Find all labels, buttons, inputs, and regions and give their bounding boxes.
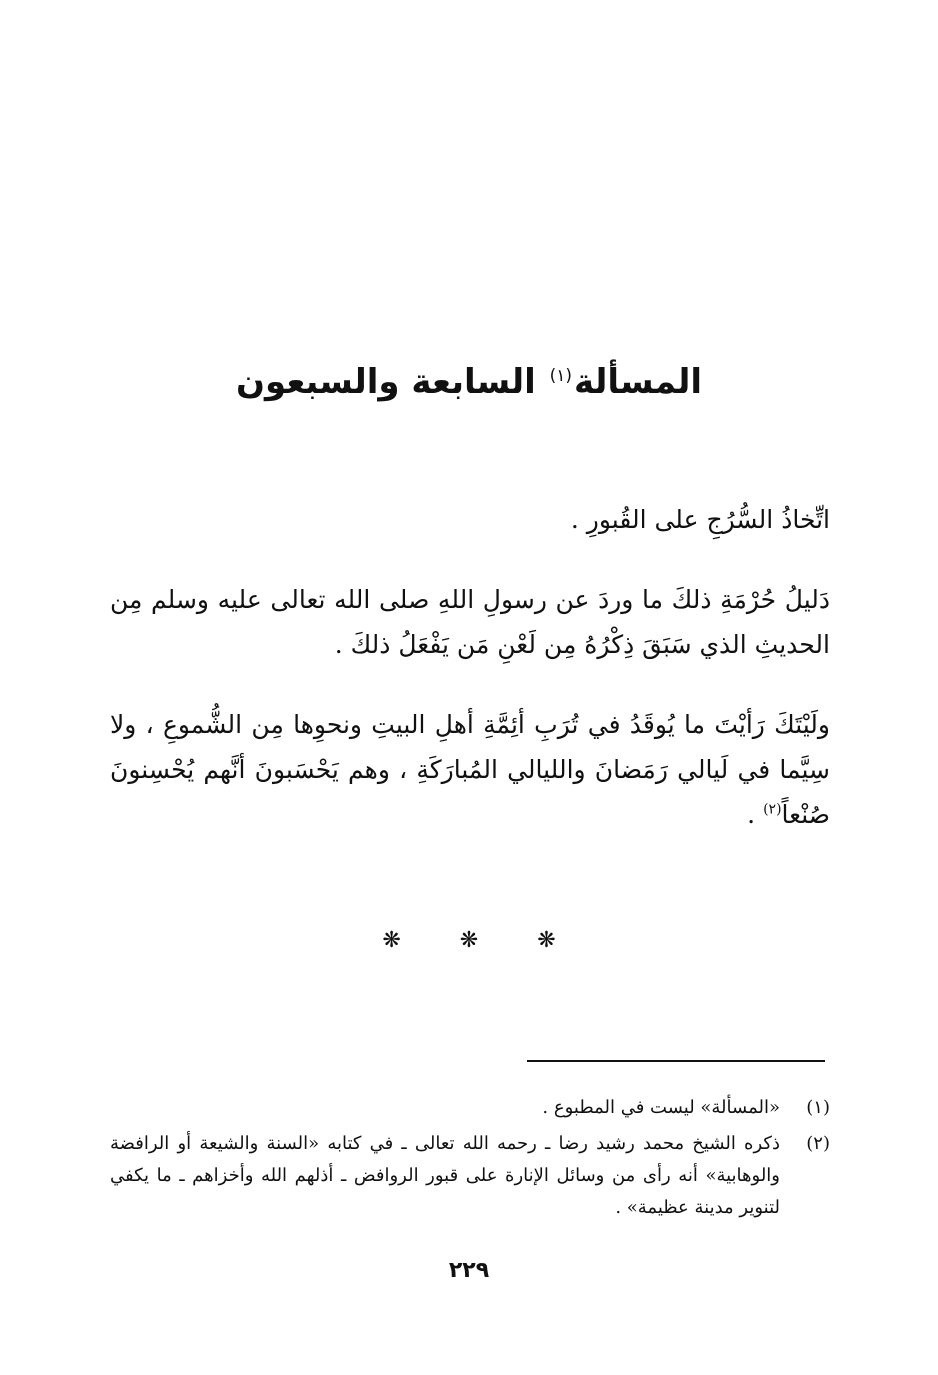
footnote-marker-2: (٢) <box>763 801 782 818</box>
section-title <box>200 352 738 412</box>
footnotes <box>110 1092 830 1228</box>
paragraph-commentary-end: . <box>747 800 764 829</box>
footnote-divider <box>527 1060 825 1062</box>
footnote-number: (١) <box>806 1097 830 1118</box>
title-text-rest: السابعة والسبعون <box>236 362 548 402</box>
title-text: المسألة <box>574 362 702 402</box>
paragraph-topic: اتِّخاذُ السُّرُجِ على القُبورِ . <box>570 505 830 534</box>
paragraph-commentary-text: ولَيْتَكَ رَأيْتَ ما يُوقَدُ في تُرَبِ أئِمَّةِ أهلِ البيتِ ونحوِها مِن الشُّموعِ ، ولا سِيَّما في لَيالي رَمَضانَ والليالي المُبارَكَةِ ، وهم يَحْسَبونَ أنَّهم يُحْسِنونَ صُنْعاً <box>110 710 830 829</box>
footnote-item <box>110 1092 830 1124</box>
footnote-item <box>110 1128 830 1224</box>
footnote-marker-1: (١) <box>549 365 573 386</box>
footnote-number: (٢) <box>806 1133 830 1154</box>
paragraph-evidence: دَليلُ حُرْمَةِ ذلكَ ما وردَ عن رسولِ اللهِ صلى الله تعالى عليه وسلم مِن الحديثِ الذي سَبَقَ ذِكْرُهُ مِن لَعْنِ مَن يَفْعَلُ ذلكَ . <box>110 585 830 659</box>
paragraph-commentary <box>110 702 830 837</box>
footnote-text: «المسألة» ليست في المطبوع . <box>542 1097 780 1118</box>
section-separator: ❋ ❋ ❋ <box>382 928 582 953</box>
footnote-text: ذكره الشيخ محمد رشيد رضا ـ رحمه الله تعالى ـ في كتابه «السنة والشيعة أو الرافضة والوهابية» أنه رأى من وسائل الإنارة على قبور الروافض ـ أذلهم الله وأخزاهم ـ ما يكفي لتنوير مدينة عظيمة» . <box>110 1133 780 1218</box>
page-number: ٢٢٩ <box>448 1258 490 1283</box>
